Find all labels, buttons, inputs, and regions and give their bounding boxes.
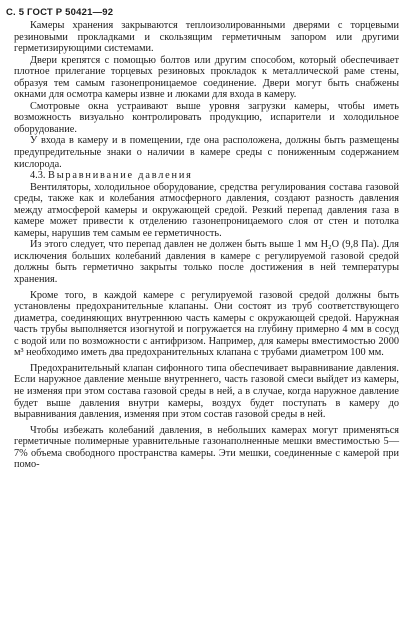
paragraph-doors-fastening: Двери крепятся с помощью болтов или другим способом, который обеспечивает плотное прилегание торцевых резиновых прокладок к металлической раме стены, образуя тем самым газонепроницаемое соединение. Двери могут быть снабжены окнами для осмотра камеры извне и люками для входа в камеру. bbox=[14, 54, 399, 101]
paragraph-viewing-windows: Смотровые окна устраивают выше уровня загрузки камеры, чтобы иметь возможность визуально контролировать продукцию, испарители и холодильное оборудование. bbox=[14, 100, 399, 135]
section-title: Выравнивание давления bbox=[48, 170, 193, 182]
paragraph-pressure-limit: Из этого следует, что перепад давлен не должен быть выше 1 мм H₂O (9,8 Па). Для исключения больших колебаний давления в камере с регулируемой газовой средой должны быть герметично закрыты только после достижения в ней температуры хранения. bbox=[14, 239, 399, 286]
paragraph-siphon-valve: Предохранительный клапан сифонного типа обеспечивает выравнивание давления. Если наружное давление меньше внутреннего, часть газовой смеси выйдет из камеры, не изменяя при этом состава газовой среды в ней, а в случае, когда наружное давление будет выше давления внутри камеры, воздух будет поступать в камеру до выравнивания давления, изменяя при этом состав газовой среды в ней. bbox=[14, 362, 399, 421]
paragraph-warning-signs: У входа в камеру и в помещении, где она расположена, должны быть размещены предупредительные знаки о наличии в камере среды с пониженным содержанием кислорода. bbox=[14, 135, 399, 170]
section-number: 4.3. bbox=[30, 170, 46, 182]
section-heading bbox=[14, 170, 399, 182]
paragraph-doors-closing: Камеры хранения закрываются теплоизолированными дверями с торцевыми резиновыми прокладками и скользящим герметичным запором или другими герметизирующими системами. bbox=[14, 20, 399, 55]
paragraph-safety-valves: Кроме того, в каждой камере с регулируемой газовой средой должны быть установлены предохранительные клапаны. Они состоят из труб соответствующего диаметра, соединяющих внутреннюю часть камеры с окружающей средой. Наружная часть трубы выполняется изогнутой и погружается на глубину примерно 4 мм в сосуд с водой или по возможности с антифризом. Например, для камеры вместимостью 2000 м³ необходимо иметь два предохранительных клапана с трубами диаметром 100 мм. bbox=[14, 289, 399, 359]
page-body bbox=[14, 20, 399, 471]
paragraph-pressure-sources: Вентиляторы, холодильное оборудование, средства регулирования состава газовой среды, также как и колебания атмосферного давления, создают разность давления между атмосферой камеры и окружающей средой. Резкий перепад давления газа в камере может привести к отделению газонепроницаемого слоя от стен и потолка камеры, нарушив тем самым ее герметичность. bbox=[14, 181, 399, 239]
paragraph-equalizing-bags: Чтобы избежать колебаний давления, в небольших камерах могут применяться герметичные полимерные уравнительные газонаполненные мешки вместимостью 5—7% объема свободного пространства камеры. Эти мешки, соединенные с камерой при помо- bbox=[14, 424, 399, 471]
page-header: С. 5 ГОСТ Р 50421—92 bbox=[6, 7, 114, 18]
